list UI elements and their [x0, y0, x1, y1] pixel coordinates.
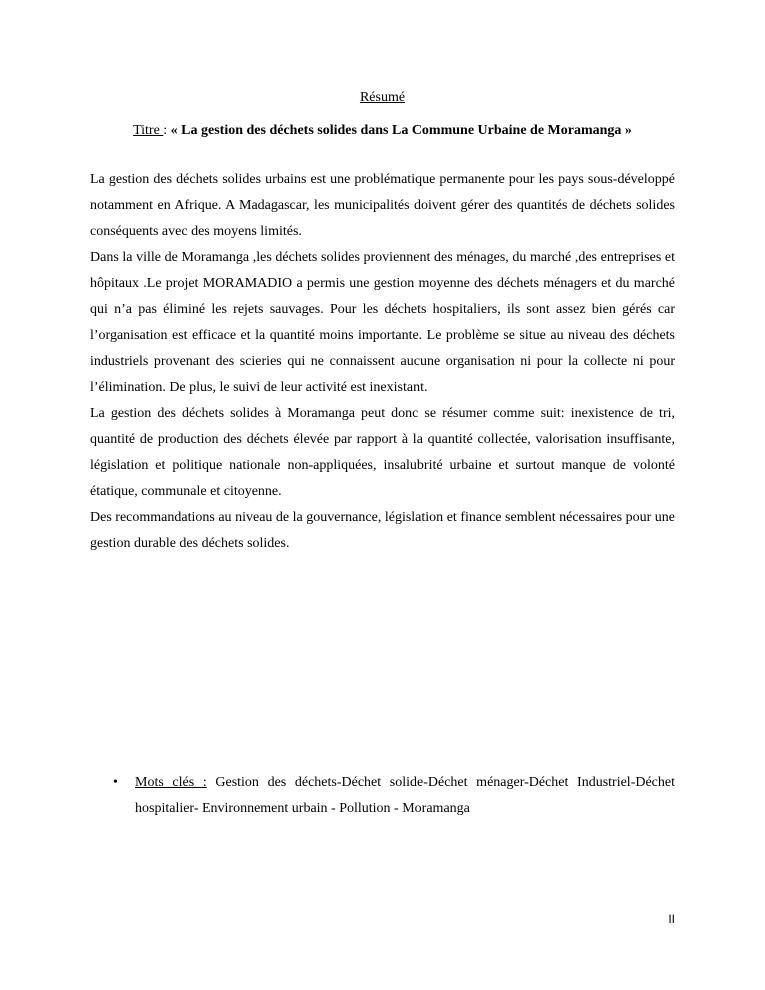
abstract-body — [90, 167, 675, 557]
keywords-text — [135, 770, 675, 822]
title-label: Titre — [133, 123, 164, 138]
paragraph-summary: La gestion des déchets solides à Moramanga peut donc se résumer comme suit: inexistence de tri, quantité de production des déchets élevée par rapport à la quantité collectée, valorisation insuffisante, législation et politique nationale non-appliquées, insalubrité urbaine et surtout manque de volonté étatique, communale et citoyenne. — [90, 406, 675, 499]
paragraph-sources: Dans la ville de Moramanga ,les déchets solides proviennent des ménages, du marché ,des entreprises et hôpitaux .Le projet MORAMADIO a permis une gestion moyenne des déchets ménagers et du marché qui n’a pas éliminé les rejets sauvages. Pour les déchets hospitaliers, ils sont assez bien gérés car l’organisation est efficace et la quantité moins importante. Le problème se situe au niveau des déchets industriels provenant des scieries qui ne connaissent aucune organisation ni pour la collecte ni pour l’élimination. De plus, le suivi de leur activité est inexistant. — [90, 250, 675, 395]
heading-text: Résumé — [359, 90, 406, 105]
keywords-label: Mots clés : — [135, 775, 207, 790]
paragraph-recommendations: Des recommandations au niveau de la gouvernance, législation et finance semblent nécessaires pour une gestion durable des déchets solides. — [90, 510, 675, 551]
page-number: II — [668, 912, 675, 926]
document-title — [0, 122, 765, 140]
keywords-values: Gestion des déchets-Déchet solide-Déchet ménager-Déchet Industriel-Déchet hospitalier- Environnement urbain - Pollution - Moramanga — [135, 775, 675, 816]
title-text: « La gestion des déchets solides dans La Commune Urbaine de Moramanga » — [170, 123, 632, 138]
keywords-list-item — [113, 770, 675, 822]
paragraph-intro: La gestion des déchets solides urbains est une problématique permanente pour les pays sous-développé notamment en Afrique. A Madagascar, les municipalités doivent gérer des quantités de déchets solides conséquents avec des moyens limités. — [90, 172, 675, 239]
page-heading — [0, 89, 765, 107]
bullet-icon: • — [113, 775, 118, 790]
title-separator: : — [163, 123, 171, 138]
